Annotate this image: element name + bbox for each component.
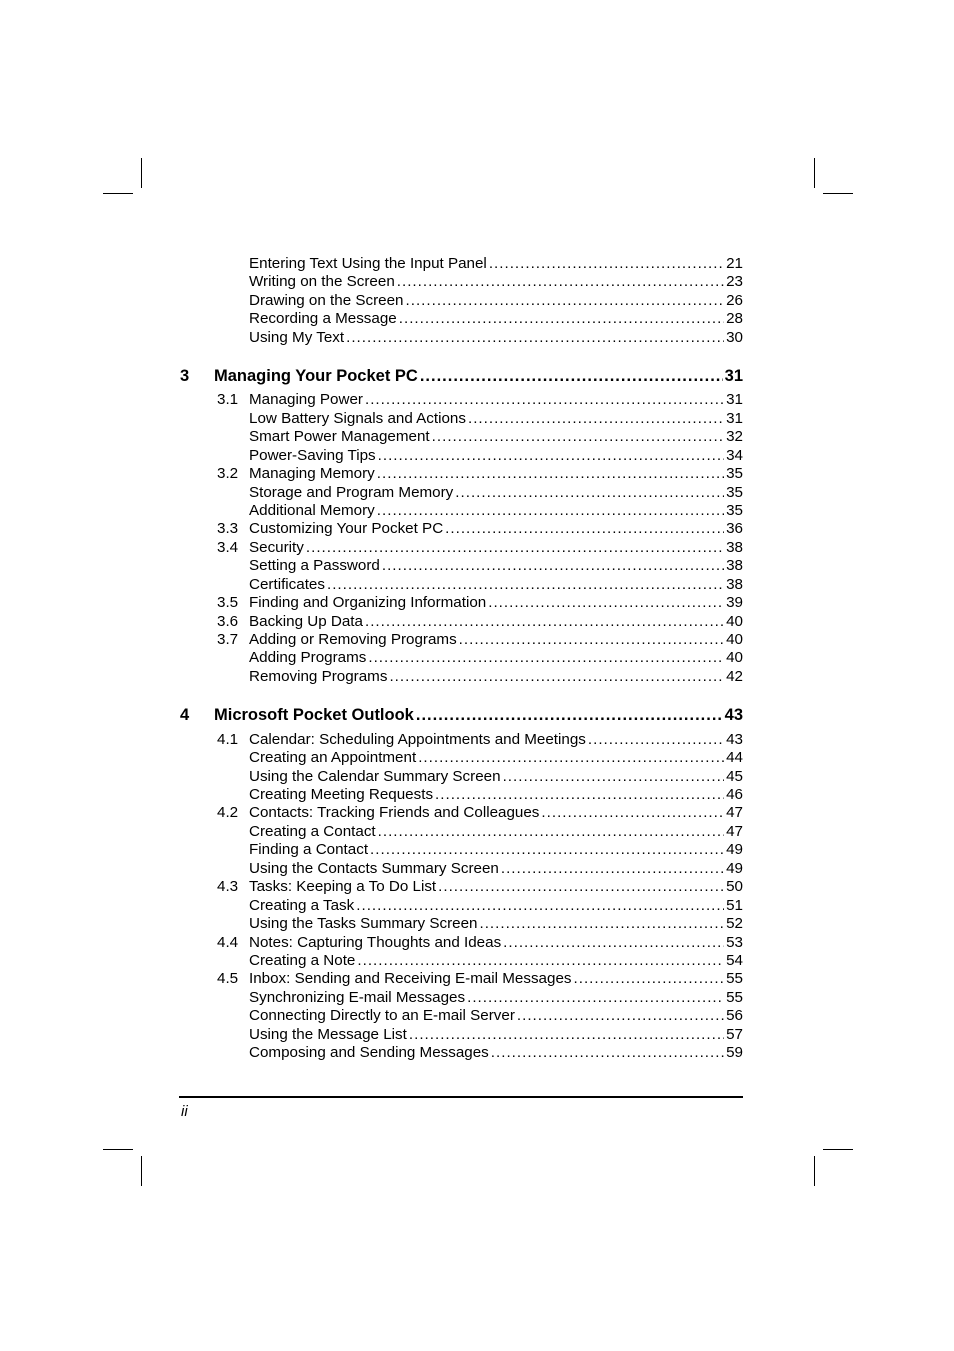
toc-entry-title: Drawing on the Screen <box>249 292 404 309</box>
toc-entry-title: Certificates <box>249 576 325 593</box>
leader-dots <box>357 952 724 970</box>
leader-dots <box>399 310 724 328</box>
leader-dots <box>468 410 724 428</box>
toc-chapter[interactable] <box>180 705 743 725</box>
toc-entry[interactable] <box>180 952 743 970</box>
toc-entry-title: Using the Contacts Summary Screen <box>249 860 499 877</box>
leader-dots <box>489 255 724 273</box>
leader-dots <box>416 705 723 725</box>
toc-entry-title: Contacts: Tracking Friends and Colleagues <box>249 804 540 821</box>
toc-entry-title: Creating a Task <box>249 897 355 914</box>
toc-entry-title: Tasks: Keeping a To Do List <box>249 878 437 895</box>
toc-entry-number: 3.3 <box>217 520 239 537</box>
leader-dots <box>420 366 723 386</box>
toc-entry[interactable] <box>180 915 743 933</box>
toc-entry[interactable] <box>180 273 743 291</box>
toc-entry[interactable] <box>180 970 743 988</box>
crop-mark-top-left-v <box>141 158 142 188</box>
leader-dots <box>378 447 724 465</box>
footer-rule <box>179 1096 743 1098</box>
toc-entry-page: 38 <box>726 576 743 593</box>
toc-entry-title: Finding and Organizing Information <box>249 594 487 611</box>
toc-entry-title: Using My Text <box>249 329 345 346</box>
leader-dots <box>588 731 724 749</box>
toc-entry-title: Smart Power Management <box>249 428 430 445</box>
toc-entry[interactable] <box>180 447 743 465</box>
toc-entry-title: Writing on the Screen <box>249 273 395 290</box>
toc-entry-title: Removing Programs <box>249 668 388 685</box>
toc-entry-number: 3.7 <box>217 631 239 648</box>
leader-dots <box>365 391 724 409</box>
toc-entry-title: Finding a Contact <box>249 841 369 858</box>
leader-dots <box>327 576 724 594</box>
leader-dots <box>479 915 724 933</box>
toc-entry-page: 28 <box>726 310 743 327</box>
toc-entry[interactable] <box>180 804 743 822</box>
toc-entry[interactable] <box>180 841 743 859</box>
toc-entry-title: Entering Text Using the Input Panel <box>249 255 487 272</box>
toc-entry-title: Inbox: Sending and Receiving E-mail Messages <box>249 970 572 987</box>
leader-dots <box>370 841 724 859</box>
toc-entry-number: 3.2 <box>217 465 239 482</box>
toc-entry-title: Creating an Appointment <box>249 749 417 766</box>
toc-entry-page: 35 <box>726 502 743 519</box>
toc-entry-number: 3.5 <box>217 594 239 611</box>
leader-dots <box>455 484 724 502</box>
leader-dots <box>445 520 724 538</box>
leader-dots <box>377 502 724 520</box>
leader-dots <box>503 934 724 952</box>
toc-entry-number: 4.5 <box>217 970 239 987</box>
toc-entry-title: Using the Message List <box>249 1026 407 1043</box>
toc-entry-page: 47 <box>726 823 743 840</box>
toc-entry-page: 38 <box>726 557 743 574</box>
toc-entry[interactable] <box>180 878 743 896</box>
toc-entry-number: 4.2 <box>217 804 239 821</box>
toc-entry[interactable] <box>180 989 743 1007</box>
toc-entry-page: 57 <box>726 1026 743 1043</box>
leader-dots <box>574 970 725 988</box>
leader-dots <box>389 668 724 686</box>
toc-entry[interactable] <box>180 255 743 273</box>
leader-dots <box>541 804 724 822</box>
toc-chapter-number: 3 <box>180 367 190 385</box>
toc-entry-title: Power-Saving Tips <box>249 447 376 464</box>
toc-chapter-title: Microsoft Pocket Outlook <box>214 706 414 724</box>
toc-entry-title: Creating a Contact <box>249 823 376 840</box>
leader-dots <box>406 292 725 310</box>
toc-entry-page: 55 <box>726 970 743 987</box>
toc-entry-page: 36 <box>726 520 743 537</box>
toc-entry-page: 32 <box>726 428 743 445</box>
leader-dots <box>517 1007 724 1025</box>
toc-entry-page: 49 <box>726 841 743 858</box>
leader-dots <box>418 749 724 767</box>
leader-dots <box>377 465 724 483</box>
leader-dots <box>467 989 724 1007</box>
toc-entry-page: 45 <box>726 768 743 785</box>
toc-entry[interactable] <box>180 631 743 649</box>
toc-entry[interactable] <box>180 649 743 667</box>
toc-entry-page: 42 <box>726 668 743 685</box>
toc-entry-title: Storage and Program Memory <box>249 484 454 501</box>
toc-entry-title: Managing Memory <box>249 465 375 482</box>
leader-dots <box>488 594 724 612</box>
toc-entry-title: Using the Calendar Summary Screen <box>249 768 501 785</box>
toc-entry-title: Creating a Note <box>249 952 356 969</box>
toc-entry[interactable] <box>180 465 743 483</box>
toc-entry-page: 40 <box>726 649 743 666</box>
toc-chapter-page: 43 <box>724 706 743 724</box>
toc-entry-page: 31 <box>726 391 743 408</box>
toc-entry-title: Creating Meeting Requests <box>249 786 434 803</box>
toc-entry[interactable] <box>180 520 743 538</box>
leader-dots <box>438 878 724 896</box>
toc-chapter[interactable] <box>180 366 743 386</box>
crop-mark-bottom-left-v <box>141 1156 142 1186</box>
toc-entry-title: Recording a Message <box>249 310 397 327</box>
toc-entry-title: Backing Up Data <box>249 613 363 630</box>
toc-entry-page: 40 <box>726 631 743 648</box>
toc-entry[interactable] <box>180 731 743 749</box>
toc-entry-number: 3.6 <box>217 613 239 630</box>
toc-entry-page: 35 <box>726 465 743 482</box>
toc-entry-page: 31 <box>726 410 743 427</box>
toc-entry[interactable] <box>180 749 743 767</box>
toc-entry-page: 49 <box>726 860 743 877</box>
toc-entry-page: 21 <box>726 255 743 272</box>
toc-entry[interactable] <box>180 557 743 575</box>
crop-mark-bottom-left-h <box>103 1149 133 1150</box>
toc-entry-page: 46 <box>726 786 743 803</box>
toc-entry-title: Managing Power <box>249 391 363 408</box>
toc-entry-title: Using the Tasks Summary Screen <box>249 915 478 932</box>
toc-entry-page: 30 <box>726 329 743 346</box>
toc-entry-number: 3.1 <box>217 391 239 408</box>
leader-dots <box>382 557 724 575</box>
leader-dots <box>306 539 724 557</box>
toc-chapter-title: Managing Your Pocket PC <box>214 367 418 385</box>
leader-dots <box>432 428 724 446</box>
toc-entry-page: 53 <box>726 934 743 951</box>
toc-entry-title: Notes: Capturing Thoughts and Ideas <box>249 934 502 951</box>
toc-entry-title: Calendar: Scheduling Appointments and Meetings <box>249 731 586 748</box>
toc-entry-page: 50 <box>726 878 743 895</box>
toc-chapter-page: 31 <box>724 367 743 385</box>
toc-entry[interactable] <box>180 292 743 310</box>
toc-entry-page: 23 <box>726 273 743 290</box>
toc-entry[interactable] <box>180 786 743 804</box>
toc-entry[interactable] <box>180 484 743 502</box>
toc-entry[interactable] <box>180 768 743 786</box>
crop-mark-top-right-h <box>823 193 853 194</box>
toc-entry-page: 59 <box>726 1044 743 1061</box>
toc-entry-page: 35 <box>726 484 743 501</box>
leader-dots <box>356 897 724 915</box>
toc-entry[interactable] <box>180 329 743 347</box>
toc-entry[interactable] <box>180 1007 743 1025</box>
toc-entry-title: Customizing Your Pocket PC <box>249 520 444 537</box>
toc-entry-number: 3.4 <box>217 539 239 556</box>
toc-entry[interactable] <box>180 576 743 594</box>
toc-entry-title: Low Battery Signals and Actions <box>249 410 466 427</box>
toc-entry-page: 51 <box>726 897 743 914</box>
toc-entry-page: 56 <box>726 1007 743 1024</box>
toc-entry-title: Composing and Sending Messages <box>249 1044 489 1061</box>
toc-entry-page: 26 <box>726 292 743 309</box>
toc-entry[interactable] <box>180 310 743 328</box>
toc-entry-page: 47 <box>726 804 743 821</box>
leader-dots <box>491 1044 724 1062</box>
toc-entry-page: 43 <box>726 731 743 748</box>
leader-dots <box>346 329 724 347</box>
leader-dots <box>459 631 724 649</box>
toc-entry[interactable] <box>180 613 743 631</box>
toc-entry[interactable] <box>180 860 743 878</box>
crop-mark-bottom-right-v <box>814 1156 815 1186</box>
toc-chapter-number: 4 <box>180 706 190 724</box>
toc-entry-title: Connecting Directly to an E-mail Server <box>249 1007 515 1024</box>
toc-entry[interactable] <box>180 1026 743 1044</box>
crop-mark-top-left-h <box>103 193 133 194</box>
toc-entry[interactable] <box>180 410 743 428</box>
toc-entry[interactable] <box>180 594 743 612</box>
toc-entry-title: Adding Programs <box>249 649 367 666</box>
toc-entry-title: Additional Memory <box>249 502 375 519</box>
leader-dots <box>378 823 724 841</box>
toc-entry-title: Synchronizing E-mail Messages <box>249 989 466 1006</box>
toc-entry[interactable] <box>180 668 743 686</box>
toc-entry[interactable] <box>180 391 743 409</box>
leader-dots <box>365 613 724 631</box>
toc-entry-page: 55 <box>726 989 743 1006</box>
toc-entry-page: 44 <box>726 749 743 766</box>
crop-mark-bottom-right-h <box>823 1149 853 1150</box>
toc-entry-title: Setting a Password <box>249 557 380 574</box>
toc-entry-title: Adding or Removing Programs <box>249 631 457 648</box>
toc-entry-page: 38 <box>726 539 743 556</box>
toc-entry[interactable] <box>180 1044 743 1062</box>
toc-entry-page: 39 <box>726 594 743 611</box>
leader-dots <box>368 649 724 667</box>
toc-entry-title: Security <box>249 539 304 556</box>
leader-dots <box>435 786 724 804</box>
toc-entry[interactable] <box>180 502 743 520</box>
leader-dots <box>397 273 724 291</box>
leader-dots <box>501 860 724 878</box>
toc-entry[interactable] <box>180 897 743 915</box>
toc-entry-number: 4.3 <box>217 878 239 895</box>
toc-entry[interactable] <box>180 823 743 841</box>
toc-entry-page: 34 <box>726 447 743 464</box>
toc-entry[interactable] <box>180 539 743 557</box>
toc-entry-page: 40 <box>726 613 743 630</box>
leader-dots <box>503 768 725 786</box>
toc-entry[interactable] <box>180 428 743 446</box>
toc-entry-page: 54 <box>726 952 743 969</box>
leader-dots <box>409 1026 724 1044</box>
toc-entry[interactable] <box>180 934 743 952</box>
toc-entry-number: 4.4 <box>217 934 239 951</box>
toc-entry-page: 52 <box>726 915 743 932</box>
crop-mark-top-right-v <box>814 158 815 188</box>
toc-entry-number: 4.1 <box>217 731 239 748</box>
footer-page-number: ii <box>181 1103 188 1120</box>
